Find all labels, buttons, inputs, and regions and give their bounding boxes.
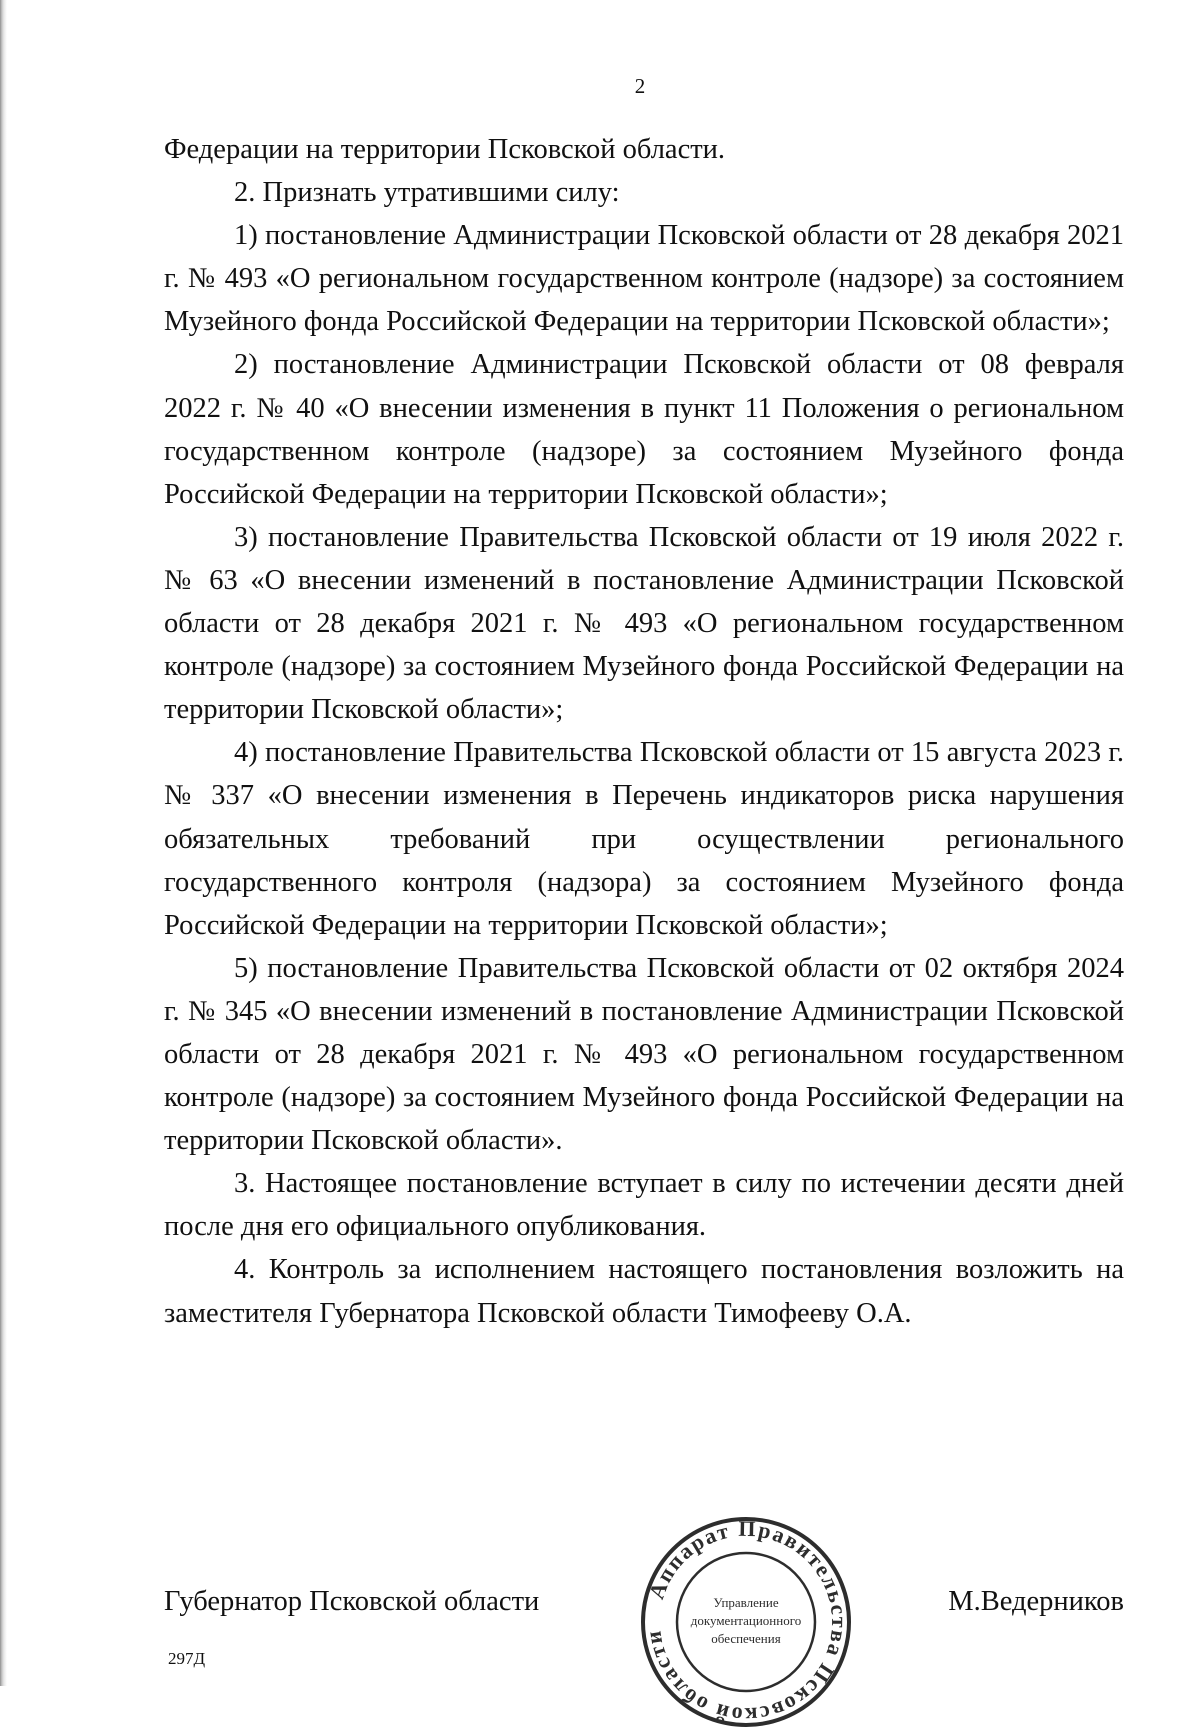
stamp-center-line-3: обеспечения [711,1631,781,1646]
document-body [164,128,1124,1335]
signature-title: Губернатор Псковской области [164,1586,540,1617]
paragraph-item-3: 3. Настоящее постановление вступает в силу по истечении десяти дней после дня его официального опубликования. [164,1168,1124,1243]
paragraph-subitem-4: 4) постановление Правительства Псковской области от 15 августа 2023 г. № 337 «О внесении изменения в Перечень индикаторов риска нарушения обязательных требований при осуществлении регионального государственного контроля (надзора) за состоянием Музейного фонда Российской Федерации на территории Псковской области»; [164,737,1124,941]
paragraph-item-2: 2. Признать утратившими силу: [234,177,620,209]
paragraph-subitem-2: 2) постановление Администрации Псковской области от 08 февраля 2022 г. № 40 «О внесении изменения в пункт 11 Положения о региональном государственном контроле (надзоре) за состоянием Музейного фонда Российской Федерации на территории Псковской области»; [164,349,1124,510]
signature-name: М.Ведерников [948,1586,1124,1617]
paragraph-subitem-5: 5) постановление Правительства Псковской области от 02 октября 2024 г. № 345 «О внесении изменений в постановление Администрации Псковской области от 28 декабря 2021 г. № 493 «О региональном государственном контроле (надзоре) за состоянием Музейного фонда Российской Федерации на территории Псковской области». [164,952,1124,1157]
stamp-ring-text-path: Аппарат Правительства Псковской области [640,1515,853,1729]
page-number: 2 [634,74,646,98]
paragraph-continuation: Федерации на территории Псковской области. [164,134,726,165]
official-stamp-seal [638,1514,854,1730]
stamp-center-line-1: Управление [713,1595,779,1610]
stamp-center-line-2: документационного [690,1613,802,1628]
document-code: 297Д [168,1649,206,1668]
paragraph-subitem-1: 1) постановление Администрации Псковской области от 28 декабря 2021 г. № 493 «О региональном государственном контроле (надзоре) за состоянием Музейного фонда Российской Федерации на территории Псковской области»; [164,220,1124,338]
official-stamp [638,1514,854,1730]
paragraph-item-4: 4. Контроль за исполнением настоящего постановления возложить на заместителя Губернатора Псковской области Тимофееву О.А. [164,1254,1124,1329]
scan-edge [0,0,7,1686]
paragraph-subitem-3: 3) постановление Правительства Псковской области от 19 июля 2022 г. № 63 «О внесении изменений в постановление Администрации Псковской области от 28 декабря 2021 г. № 493 «О региональном государственном контроле (надзоре) за состоянием Музейного фонда Российской Федерации на территории Псковской области»; [164,521,1124,726]
